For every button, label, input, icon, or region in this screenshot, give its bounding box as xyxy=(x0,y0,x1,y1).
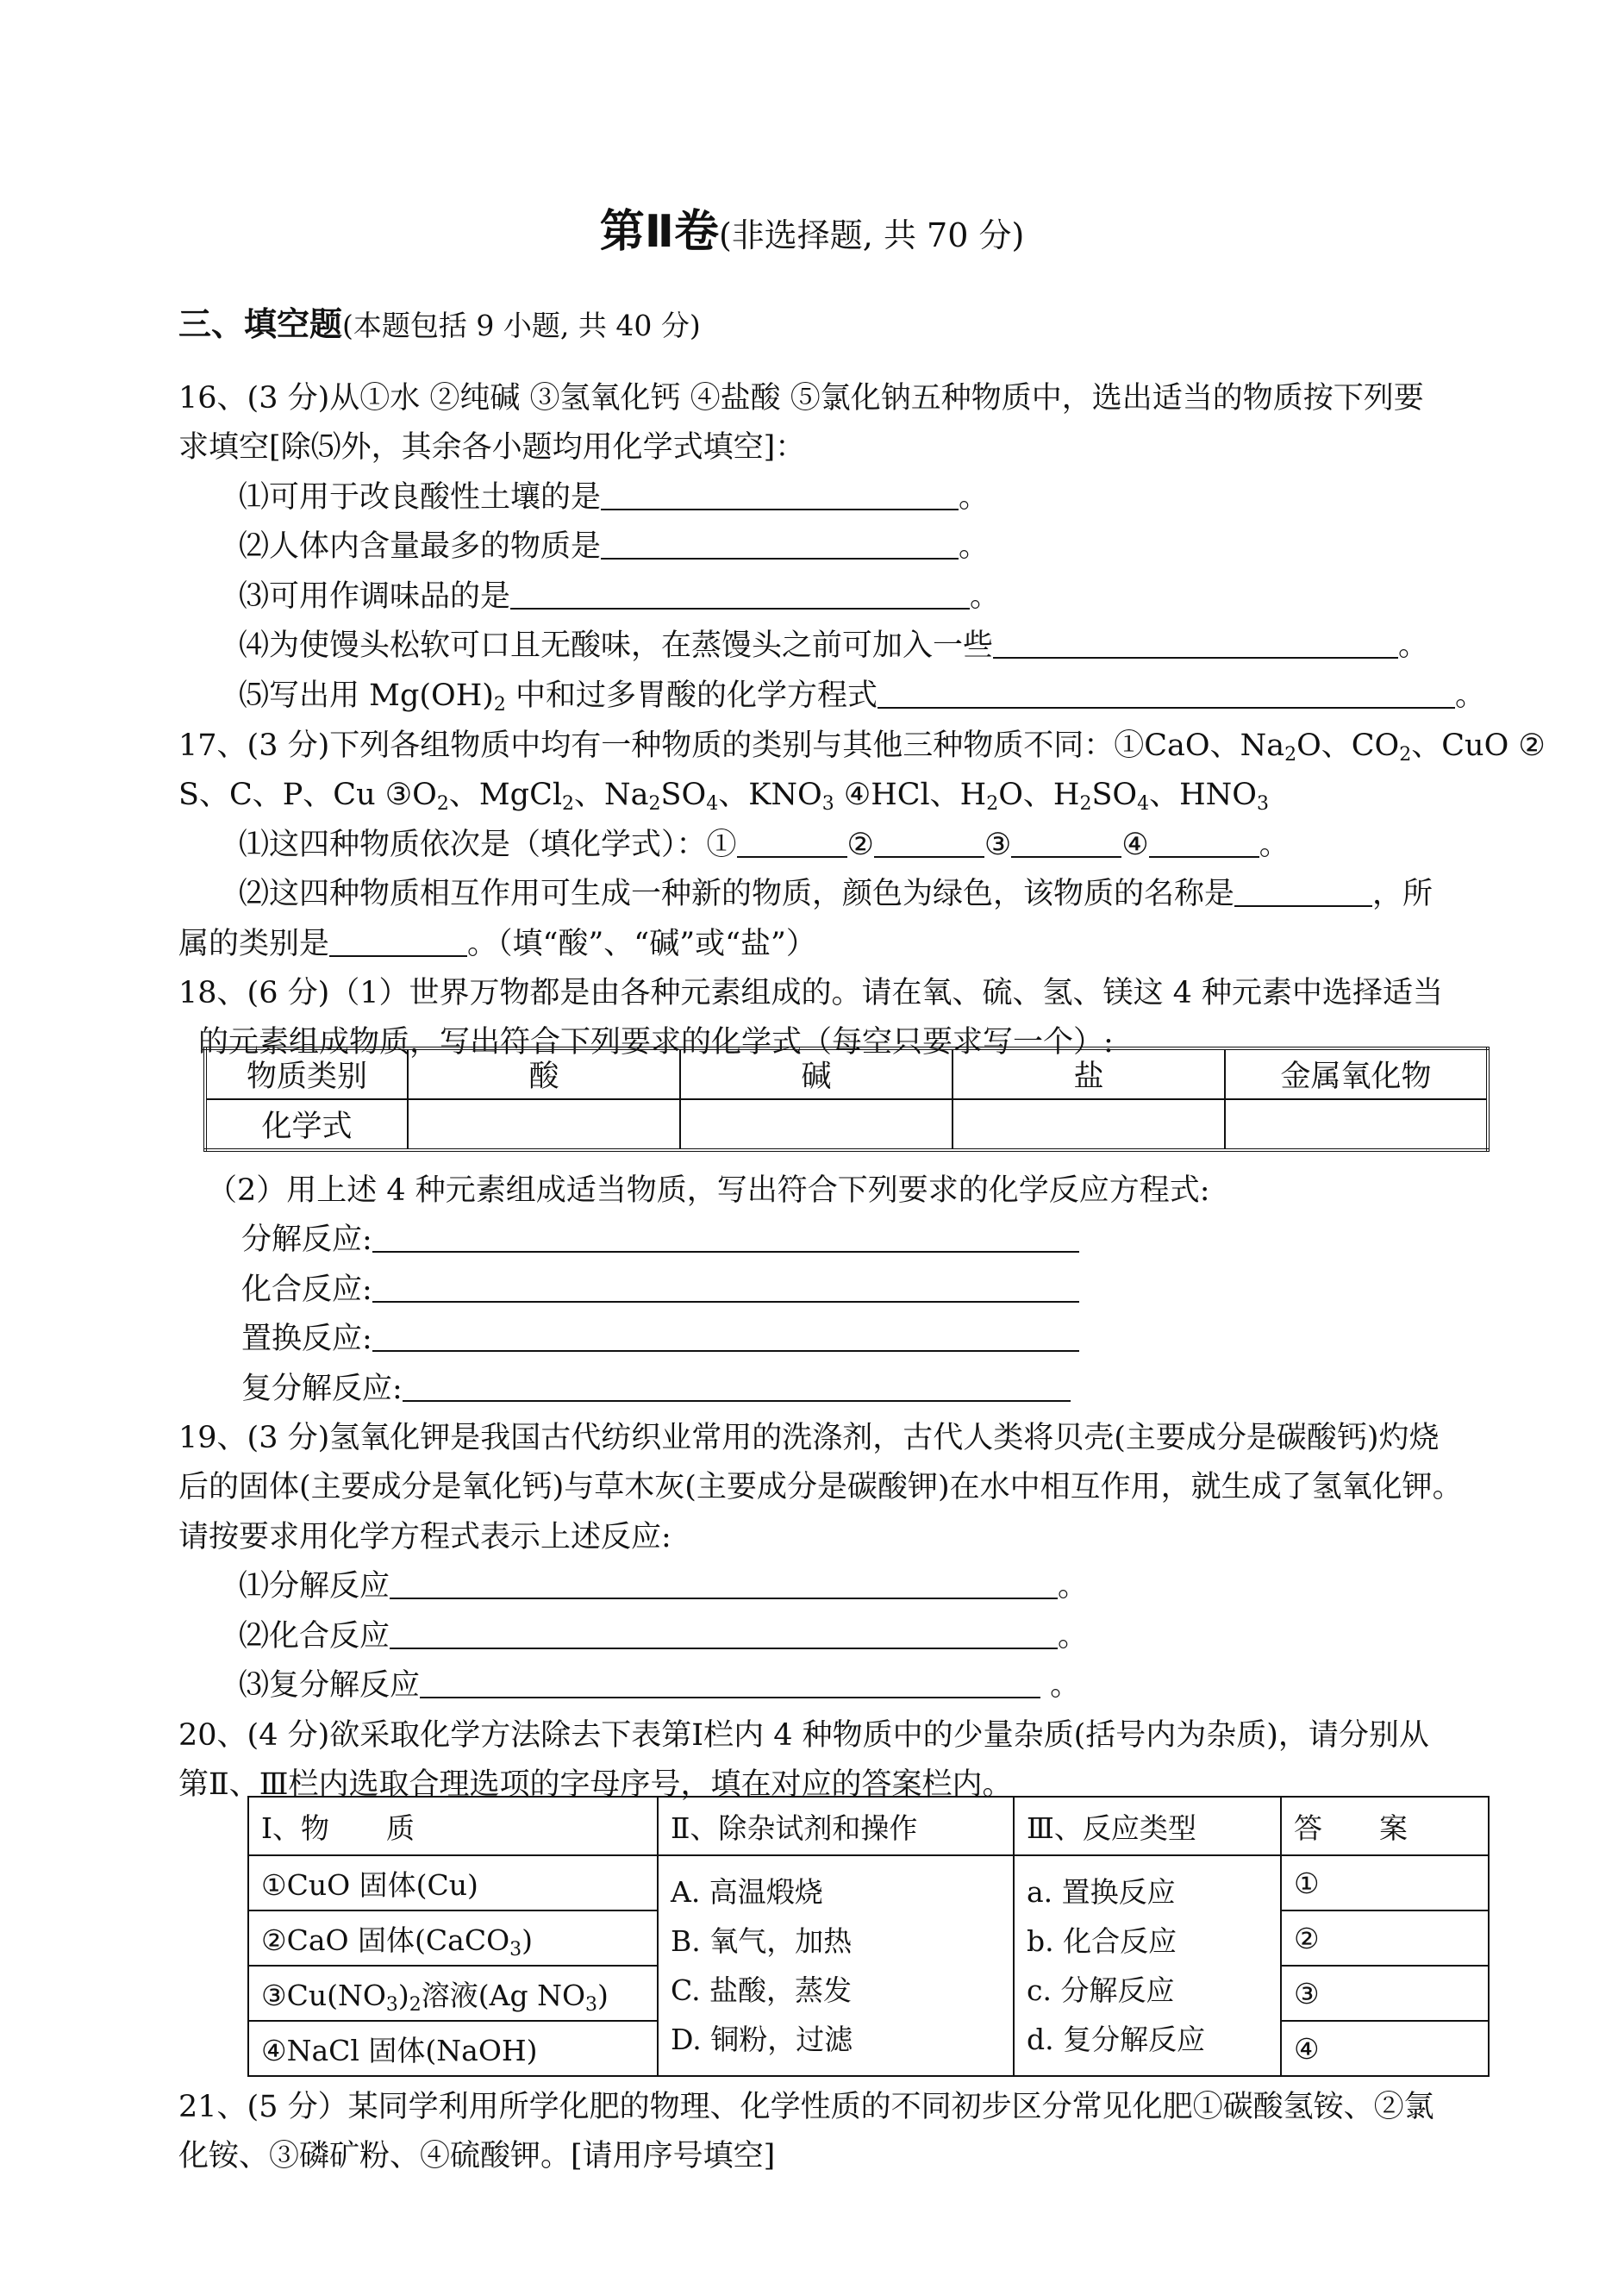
q21-stem-1: 21、(5 分）某同学利用所学化肥的物理、化学性质的不同初步区分常见化肥①碳酸氢铵、②氯 xyxy=(178,2090,1434,2124)
answer-blank[interactable] xyxy=(390,1568,1058,1599)
q17-part-2 xyxy=(239,873,1433,915)
section-heading-title: 三、填空题 xyxy=(178,305,343,343)
substance-text: 溶液(Ag NO xyxy=(421,1978,586,2012)
q17-part-1-text: ⑴这四种物质依次是（填化学式）：① xyxy=(239,828,737,862)
period: 。 xyxy=(1398,628,1429,663)
op-option: B. 氧气，加热 xyxy=(671,1924,853,1958)
q16-part-1 xyxy=(239,477,989,518)
q17-part-2-tail: ，所 xyxy=(1372,877,1433,911)
period: 。 xyxy=(1058,1619,1089,1654)
subscript: 2 xyxy=(1079,793,1092,815)
table-row xyxy=(205,1048,1488,1099)
subscript: 3 xyxy=(509,1938,522,1960)
table-row xyxy=(248,1855,1489,1910)
answer-cell[interactable]: ② xyxy=(1281,1910,1489,1966)
q17-group-text: 、KNO xyxy=(718,778,822,812)
answer-blank[interactable] xyxy=(372,1321,1079,1352)
subscript: 3 xyxy=(1256,793,1269,815)
q19-part-2 xyxy=(239,1616,1088,1657)
op-option: C. 盐酸，蒸发 xyxy=(671,1973,853,2007)
answer-blank[interactable] xyxy=(329,926,467,957)
q17-group-text: S、C、P、Cu ③O xyxy=(178,778,437,812)
part-title xyxy=(0,195,1624,260)
q16-part-5-text-c: 中和过多胃酸的化学方程式 xyxy=(505,678,878,713)
q17-group-text: SO xyxy=(660,778,707,812)
answer-blank[interactable] xyxy=(403,1371,1071,1402)
q17-group-text: 、HNO xyxy=(1149,778,1257,812)
q19-stem-1: 19、(3 分)氢氧化钾是我国古代纺织业常用的洗涤剂，古代人类将贝壳(主要成分是碳酸钙)灼烧 xyxy=(178,1421,1440,1455)
q16-part-4 xyxy=(239,625,1428,666)
part-title-sub: (非选择题, 共 70 分) xyxy=(718,216,1025,254)
op-option: A. 高温煅烧 xyxy=(671,1875,823,1909)
subscript: 2 xyxy=(409,1993,422,2016)
q16-stem-2: 求填空[除⑸外，其余各小题均用化学式填空]： xyxy=(178,430,806,465)
q18-part-2: （2）用上述 4 种元素组成适当物质，写出符合下列要求的化学反应方程式: xyxy=(207,1173,1210,1208)
q19-part-label: ⑵化合反应 xyxy=(239,1619,390,1654)
q17-part-2-text: ⑵这四种物质相互作用可生成一种新的物质，颜色为绿色，该物质的名称是 xyxy=(239,877,1235,911)
answer-blank[interactable] xyxy=(601,528,959,560)
q18-reaction-1 xyxy=(241,1219,1079,1260)
answer-blank[interactable] xyxy=(737,827,847,858)
subscript: 2 xyxy=(1399,744,1412,766)
subscript: 3 xyxy=(821,793,834,815)
type-option: c. 分解反应 xyxy=(1027,1973,1175,2007)
q16-part-5 xyxy=(239,675,1485,716)
q19-stem-2: 后的固体(主要成分是氧化钙)与草木灰(主要成分是碳酸钾)在水中相互作用，就生成了氢氧化钾。 xyxy=(178,1470,1463,1504)
q16-part-5-text-a: ⑸写出用 Mg(OH) xyxy=(239,678,494,713)
q20-table xyxy=(247,1796,1490,2077)
answer-blank[interactable] xyxy=(993,628,1398,659)
type-option: a. 置换反应 xyxy=(1027,1875,1176,1909)
q20-stem-2: 第Ⅱ、Ⅲ栏内选取合理选项的字母序号，填在对应的答案栏内。 xyxy=(178,1767,1013,1802)
period: 。 xyxy=(1455,678,1486,713)
answer-blank[interactable] xyxy=(878,678,1455,709)
substance-cell: ①CuO 固体(Cu) xyxy=(248,1855,658,1910)
q17-part-2-cont-text: 属的类别是 xyxy=(178,927,330,961)
substance-text: ③Cu(NO xyxy=(261,1978,386,2012)
table-row xyxy=(205,1099,1488,1150)
q19-part-label: ⑶复分解反应 xyxy=(239,1668,421,1703)
answer-cell[interactable] xyxy=(953,1099,1225,1150)
answer-cell[interactable] xyxy=(408,1099,680,1150)
q16-part-3-text: ⑶可用作调味品的是 xyxy=(239,579,511,614)
substance-cell: ④NaCl 固体(NaOH) xyxy=(248,2021,658,2076)
subscript: 2 xyxy=(562,793,575,815)
substance-cell xyxy=(248,1966,658,2021)
ops-cell xyxy=(658,1855,1014,2076)
substance-text: ②CaO 固体(CaCO xyxy=(261,1923,510,1957)
q16-part-2 xyxy=(239,526,989,567)
substance-text: ) xyxy=(597,1978,609,2012)
reaction-label: 化合反应: xyxy=(241,1273,372,1307)
reaction-label: 复分解反应: xyxy=(241,1372,403,1406)
q16-stem-1: 16、(3 分)从①水 ②纯碱 ③氢氧化钙 ④盐酸 ⑤氯化钠五种物质中，选出适当的物质按下列要 xyxy=(178,381,1424,416)
q21-stem-2: 化铵、③磷矿粉、④硫酸钾。[请用序号填空] xyxy=(178,2139,776,2173)
q17-stem-tail-1: O、CO xyxy=(1296,729,1400,763)
circle-4: ④ xyxy=(1121,828,1149,862)
subscript: 2 xyxy=(436,793,449,815)
table-header: 盐 xyxy=(953,1048,1225,1099)
reaction-label: 置换反应: xyxy=(241,1322,372,1356)
q18-stem-1: 18、(6 分)（1）世界万物都是由各种元素组成的。请在氧、硫、氢、镁这 4 种元素中选择适当 xyxy=(178,976,1444,1010)
op-option: D. 铜粉，过滤 xyxy=(671,2023,853,2056)
types-cell xyxy=(1014,1855,1281,2076)
q18-stem-2: 的元素组成物质，写出符合下列要求的化学式（每空只要求写一个）: xyxy=(198,1025,1114,1060)
circle-2: ② xyxy=(846,828,874,862)
answer-cell[interactable]: ④ xyxy=(1281,2021,1489,2076)
answer-blank[interactable] xyxy=(1234,876,1372,907)
answer-blank[interactable] xyxy=(1149,827,1259,858)
q16-part-1-text: ⑴可用于改良酸性土壤的是 xyxy=(239,480,602,515)
q19-part-3 xyxy=(239,1665,1080,1706)
table-header: 金属氧化物 xyxy=(1225,1048,1488,1099)
period: 。 xyxy=(959,480,990,515)
period: 。 xyxy=(1058,1569,1089,1604)
table-header: 物质类别 xyxy=(205,1048,408,1099)
q18-table xyxy=(203,1047,1490,1152)
subscript: 4 xyxy=(1137,793,1150,815)
type-option: d. 复分解反应 xyxy=(1027,2023,1206,2056)
reaction-label: 分解反应: xyxy=(241,1223,372,1257)
table-header: 答 案 xyxy=(1281,1797,1489,1855)
answer-blank[interactable] xyxy=(372,1222,1079,1253)
period: 。 xyxy=(959,529,990,564)
answer-cell[interactable] xyxy=(680,1099,953,1150)
q19-part-1 xyxy=(239,1566,1088,1607)
q18-reaction-2 xyxy=(241,1269,1079,1310)
subscript: 2 xyxy=(493,694,506,716)
q18-reaction-4 xyxy=(241,1368,1071,1410)
q16-part-3 xyxy=(239,576,1000,617)
subscript: 2 xyxy=(1284,744,1297,766)
subscript: 2 xyxy=(648,793,661,815)
answer-blank[interactable] xyxy=(372,1272,1079,1303)
q19-stem-3: 请按要求用化学方程式表示上述反应: xyxy=(178,1520,671,1554)
answer-blank[interactable] xyxy=(420,1667,1040,1698)
answer-cell[interactable] xyxy=(1225,1099,1488,1150)
table-header: Ⅱ、除杂试剂和操作 xyxy=(658,1797,1014,1855)
part-title-main: 第Ⅱ卷 xyxy=(599,206,719,258)
subscript: 3 xyxy=(585,1993,598,2016)
q17-stem xyxy=(178,725,1546,766)
section-heading-sub: (本题包括 9 小题, 共 40 分) xyxy=(342,309,701,342)
q17-group-text: 、Na xyxy=(574,778,649,812)
answer-blank[interactable] xyxy=(390,1618,1058,1649)
q16-part-4-text: ⑷为使馒头松软可口且无酸味，在蒸馒头之前可加入一些 xyxy=(239,628,994,663)
substance-text: ) xyxy=(522,1923,534,1957)
q17-group-text: 、MgCl xyxy=(448,778,563,812)
q20-stem-1: 20、(4 分)欲采取化学方法除去下表第Ⅰ栏内 4 种物质中的少量杂质(括号内为杂质)，请分别从 xyxy=(178,1718,1429,1753)
circle-3: ③ xyxy=(984,828,1012,862)
q17-part-2-hint: 。（填“酸”、“碱”或“盐”） xyxy=(467,927,816,961)
substance-cell xyxy=(248,1910,658,1966)
table-header: 酸 xyxy=(408,1048,680,1099)
q16-part-2-text: ⑵人体内含量最多的物质是 xyxy=(239,529,602,564)
period: 。 xyxy=(1259,828,1290,862)
subscript: 3 xyxy=(385,1993,398,2016)
q17-stem-text: 17、(3 分)下列各组物质中均有一种物质的类别与其他三种物质不同：①CaO、Na xyxy=(178,729,1285,763)
q17-group-text: SO xyxy=(1091,778,1138,812)
section-heading xyxy=(178,303,701,347)
q17-groups xyxy=(178,774,1269,816)
q17-part-1 xyxy=(239,824,1290,866)
answer-blank[interactable] xyxy=(1011,827,1121,858)
subscript: 4 xyxy=(706,793,719,815)
answer-blank[interactable] xyxy=(510,578,970,610)
table-row-label: 化学式 xyxy=(205,1099,408,1150)
q17-group-text: O、H xyxy=(998,778,1080,812)
table-header: Ⅲ、反应类型 xyxy=(1014,1797,1281,1855)
q17-stem-tail-2: 、CuO ② xyxy=(1411,729,1546,763)
table-row xyxy=(248,1797,1489,1855)
answer-cell[interactable]: ③ xyxy=(1281,1966,1489,2021)
subscript: 2 xyxy=(986,793,999,815)
table-header: 碱 xyxy=(680,1048,953,1099)
answer-blank[interactable] xyxy=(601,479,959,510)
q17-part-2-cont xyxy=(178,923,816,965)
q17-group-text: ④HCl、H xyxy=(834,778,987,812)
table-header: Ⅰ、物 质 xyxy=(248,1797,658,1855)
period: 。 xyxy=(970,579,1001,614)
q18-reaction-3 xyxy=(241,1318,1079,1360)
type-option: b. 化合反应 xyxy=(1027,1924,1177,1958)
period: 。 xyxy=(1050,1668,1081,1703)
answer-cell[interactable]: ① xyxy=(1281,1855,1489,1910)
substance-text: ) xyxy=(397,1978,409,2012)
answer-blank[interactable] xyxy=(874,827,984,858)
q19-part-label: ⑴分解反应 xyxy=(239,1569,390,1604)
